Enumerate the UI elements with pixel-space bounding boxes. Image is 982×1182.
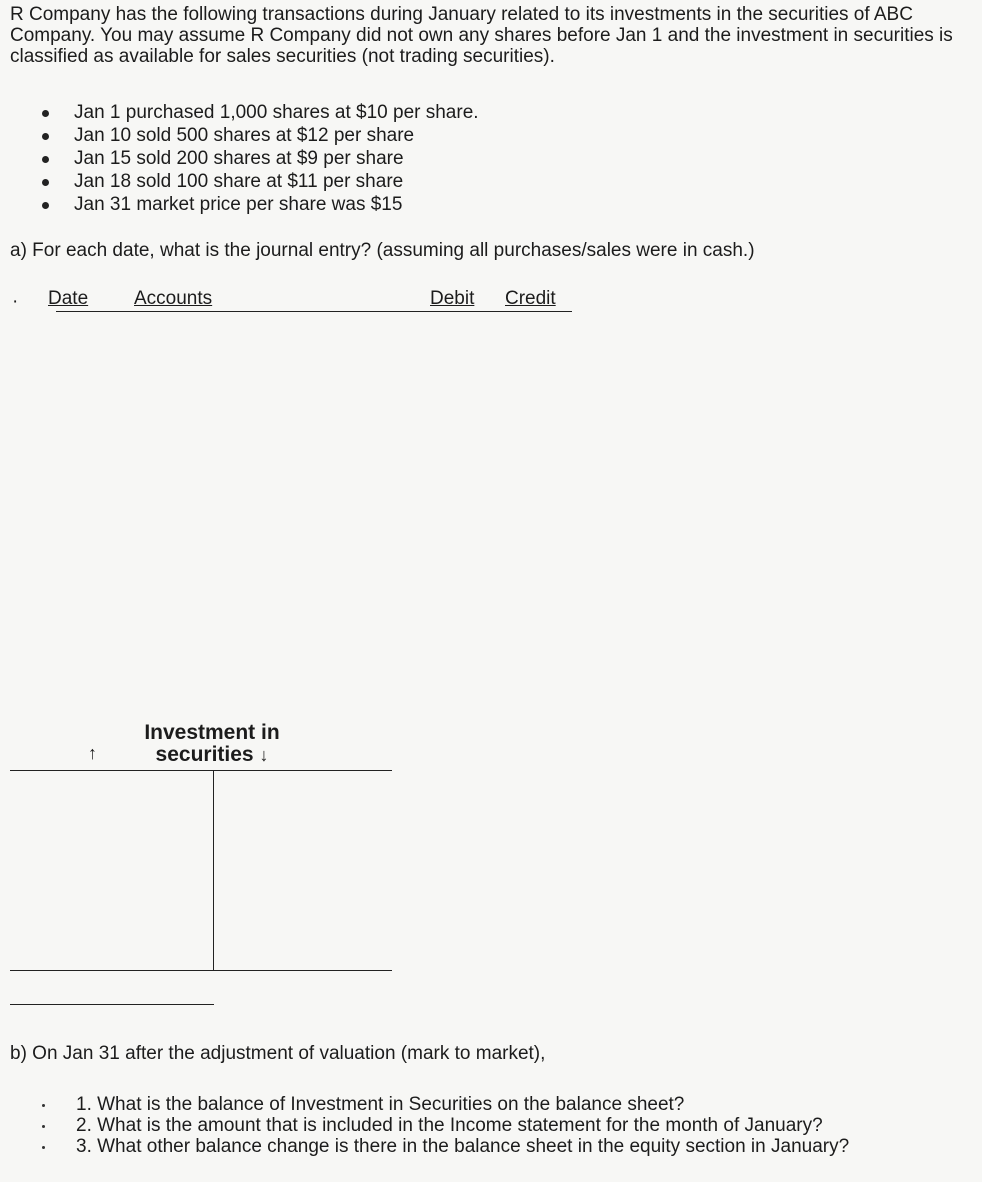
column-debit: Debit	[430, 288, 475, 309]
t-account-title-line1: Investment in	[144, 721, 280, 744]
t-account-title-line2-text: securities	[155, 743, 254, 766]
column-credit: Credit	[505, 288, 556, 309]
list-item: Jan 15 sold 200 shares at $9 per share	[40, 147, 479, 170]
t-account-bottom-rule	[10, 970, 392, 971]
t-account-balance-rule	[10, 1004, 214, 1005]
column-accounts: Accounts	[134, 288, 213, 309]
question-b: b) On Jan 31 after the adjustment of valuation (mark to market),	[10, 1043, 546, 1064]
journal-header	[10, 288, 570, 314]
list-item: 3. What other balance change is there in the balance sheet in the equity section in January?	[40, 1136, 849, 1157]
journal-header-rule	[56, 311, 572, 312]
list-item: Jan 1 purchased 1,000 shares at $10 per share.	[40, 101, 479, 124]
arrow-up-icon: ↑	[88, 743, 97, 763]
transaction-list	[40, 101, 479, 216]
column-date: Date	[48, 288, 89, 309]
t-account-title-line2	[122, 744, 302, 766]
intro-paragraph: R Company has the following transactions during January related to its investments in the securities of ABC Company. You may assume R Company did not own any shares before Jan 1 and the investment in securities is classified as available for sales securities (not trading securities).	[10, 4, 953, 67]
question-a: a) For each date, what is the journal entry? (assuming all purchases/sales were in cash.)	[10, 240, 755, 261]
t-account-top-rule	[10, 770, 392, 771]
sub-question-list	[40, 1094, 849, 1157]
list-item: Jan 10 sold 500 shares at $12 per share	[40, 124, 479, 147]
list-item: Jan 18 sold 100 share at $11 per share	[40, 170, 479, 193]
t-account-title	[122, 722, 302, 766]
arrow-down-icon: ↓	[259, 745, 269, 765]
list-item: Jan 31 market price per share was $15	[40, 193, 479, 216]
list-item: 2. What is the amount that is included in the Income statement for the month of January?	[40, 1115, 849, 1136]
journal-bullet: ·	[12, 291, 19, 312]
t-account-vertical-rule	[213, 770, 214, 970]
list-item: 1. What is the balance of Investment in Securities on the balance sheet?	[40, 1094, 849, 1115]
